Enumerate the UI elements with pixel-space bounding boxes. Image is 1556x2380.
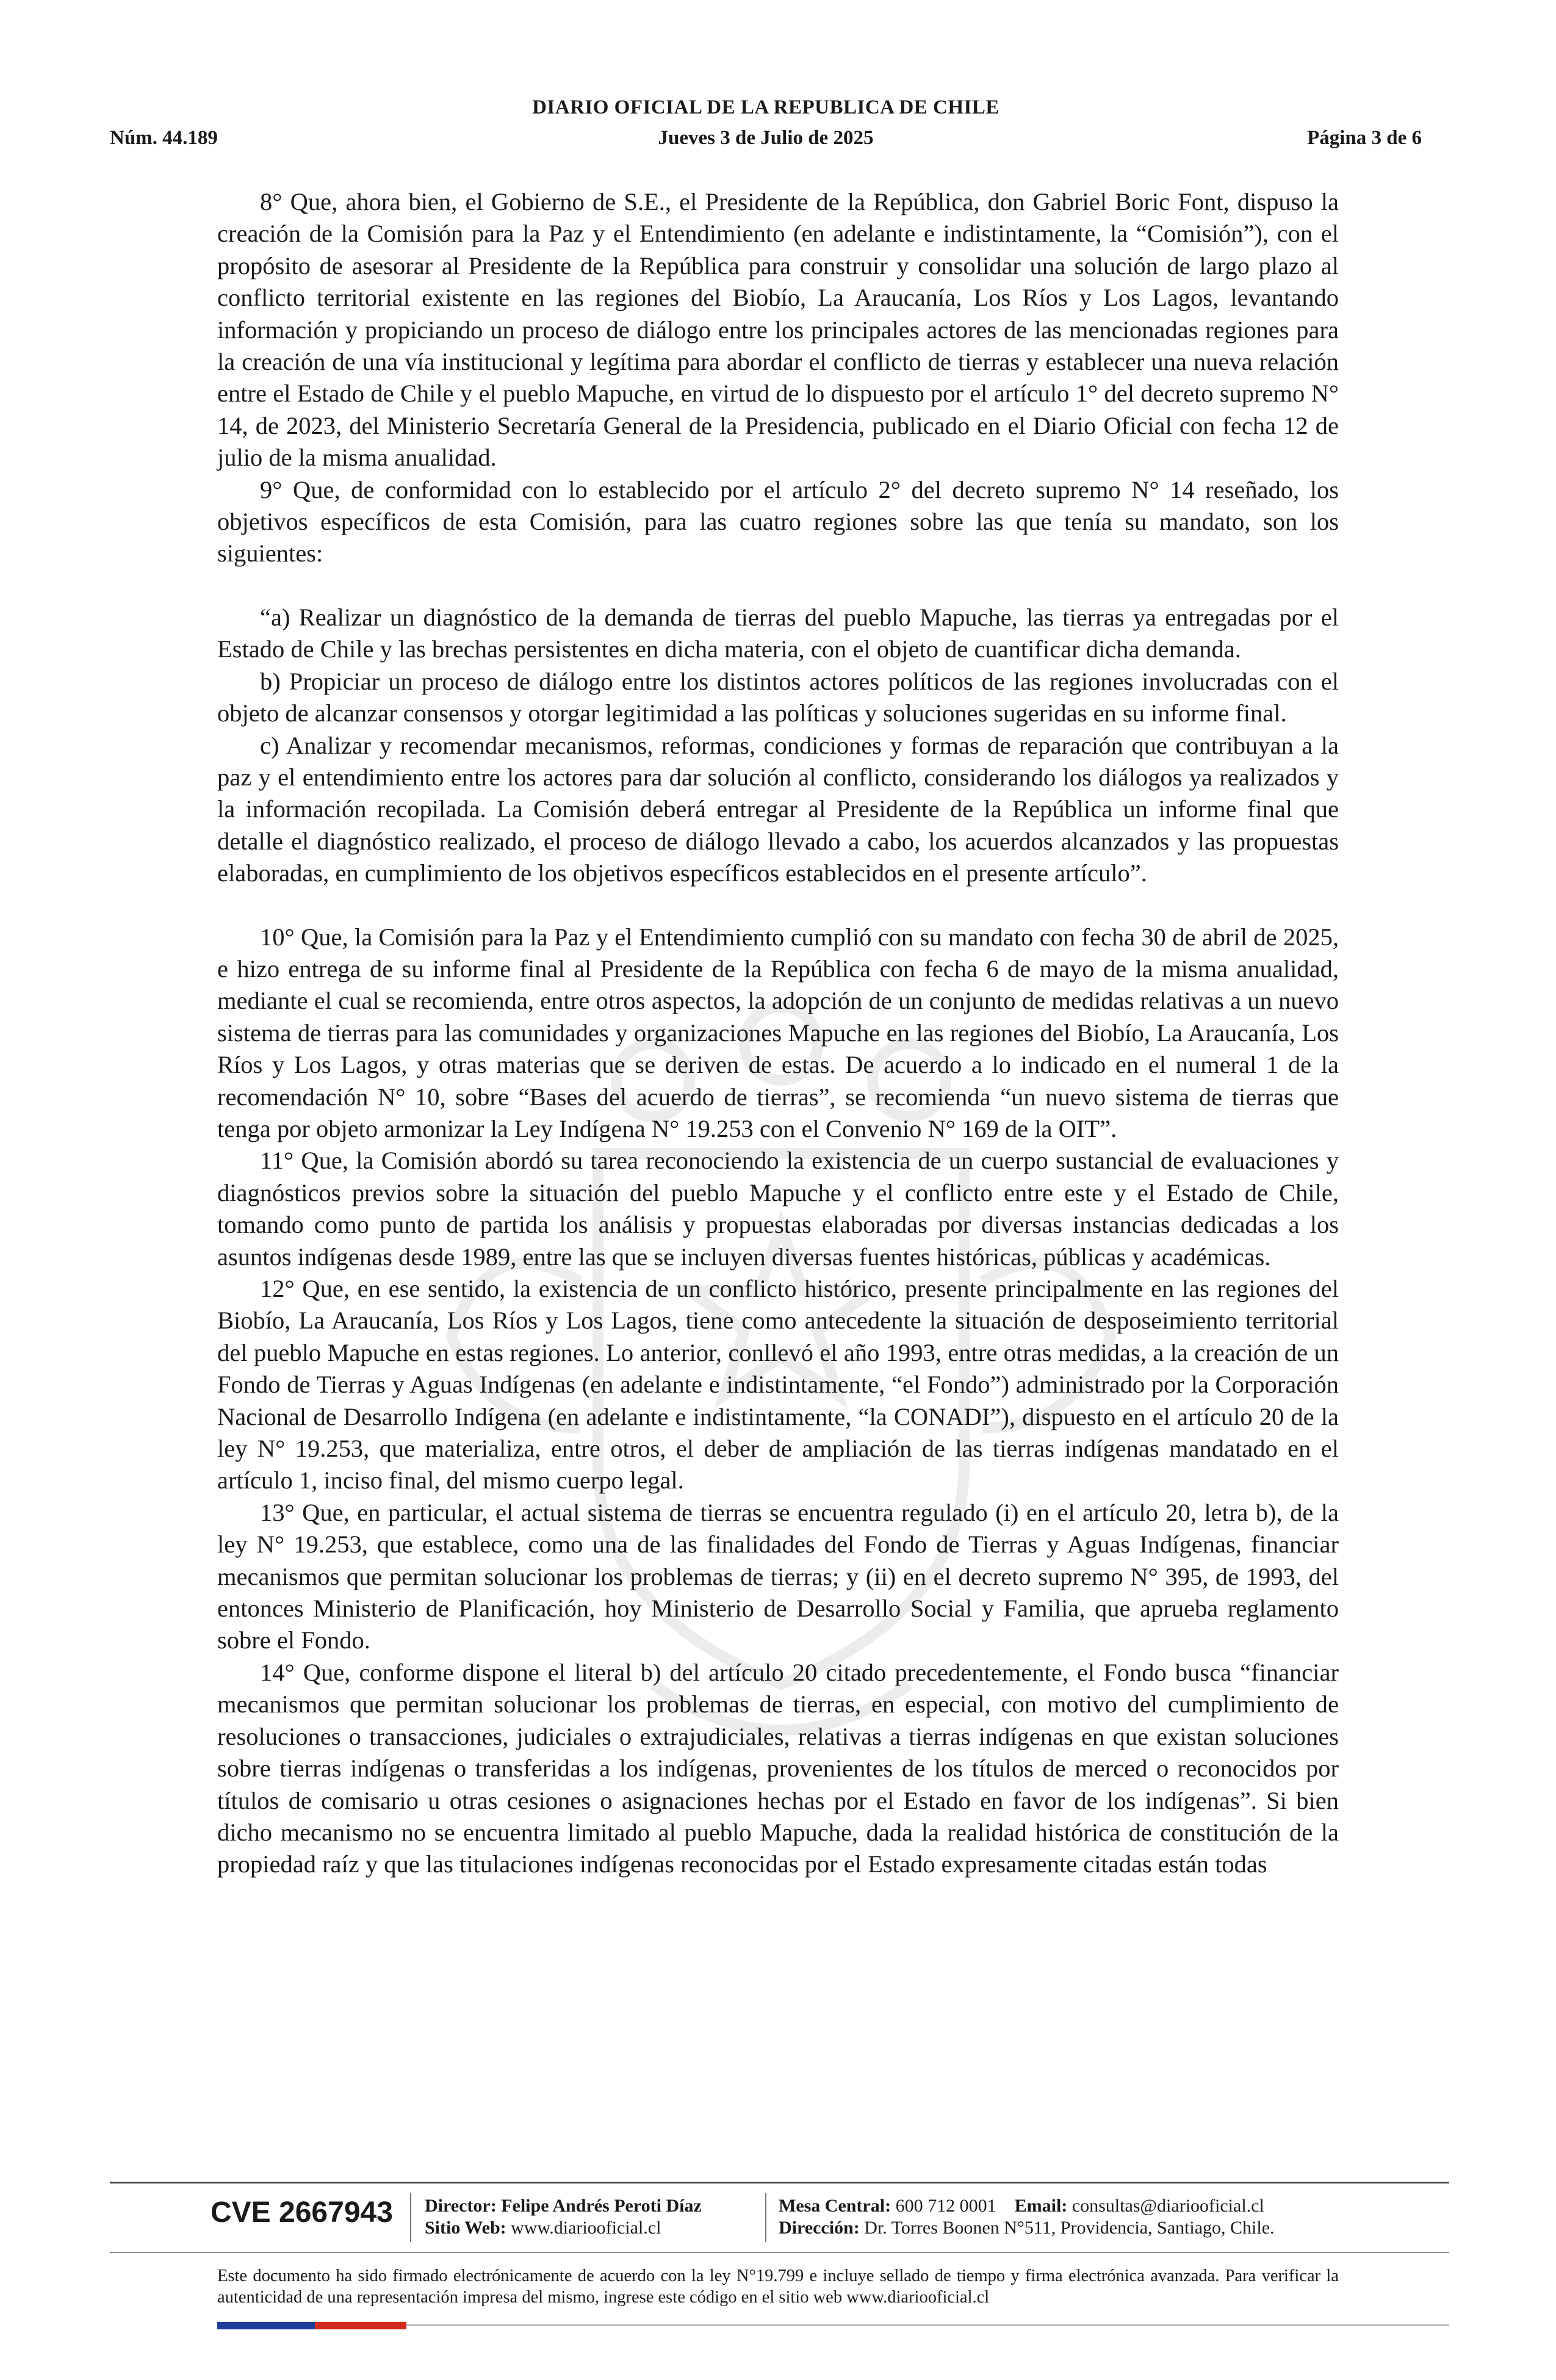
website-label: Sitio Web: — [425, 2218, 506, 2238]
newspaper-title: DIARIO OFICIAL DE LA REPUBLICA DE CHILE — [532, 96, 1000, 118]
footer-director-block — [425, 2195, 702, 2239]
electronic-signature-disclaimer: Este documento ha sido firmado electrónicamente de acuerdo con la ley N°19.799 e incluye sellado de tiempo y firma electrónica avanzada. Para verificar la autenticidad de una representación impresa del mismo, ingrese este código en el sitio web www.diariooficial.cl — [217, 2266, 1339, 2307]
paragraph-10: 10° Que, la Comisión para la Paz y el Entendimiento cumplió con su mandato con fecha 30 de abril de 2025, e hizo entrega de su informe final al Presidente de la República con fecha 6 de mayo de la misma anualidad, mediante el cual se recomienda, entre otros aspectos, la adopción de un conjunto de medidas relativas a un nuevo sistema de tierras para las comunidades y organizaciones Mapuche en las regiones del Biobío, La Araucanía, Los Ríos y Los Lagos, y otras materias que se deriven de estas. De acuerdo a lo indicado en el numeral 1 de la recomendación N° 10, sobre “Bases del acuerdo de tierras”, se recomienda “un nuevo sistema de tierras que tenga por objeto armonizar la Ley Indígena N° 19.253 con el Convenio N° 169 de la OIT”. — [217, 923, 1339, 1142]
page-header — [110, 92, 1422, 159]
cve-code: CVE 2667943 — [211, 2196, 393, 2229]
footer-separator — [765, 2193, 766, 2242]
quoted-item-b: b) Propiciar un proceso de diálogo entre los distintos actores políticos de las regiones involucradas con el objeto de alcanzar consensos y otorgar legitimidad a las políticas y soluciones sugeridas en su informe final. — [217, 667, 1339, 727]
footer-contact-block — [779, 2195, 1275, 2239]
phone-number: 600 712 0001 — [895, 2196, 996, 2216]
issue-number: Núm. 44.189 — [110, 127, 218, 149]
director-name: Felipe Andrés Peroti Díaz — [501, 2196, 702, 2216]
flag-stripe-red — [315, 2322, 406, 2329]
phone-label: Mesa Central: — [779, 2196, 891, 2216]
email-label: Email: — [1014, 2196, 1068, 2216]
director-label: Director: — [425, 2196, 497, 2216]
email-link[interactable]: consultas@diariooficial.cl — [1072, 2196, 1264, 2216]
address-label: Dirección: — [779, 2218, 860, 2238]
page-number: Página 3 de 6 — [1307, 127, 1422, 149]
footer-divider — [110, 2182, 1449, 2183]
document-body — [217, 186, 1339, 1881]
paragraph-9: 9° Que, de conformidad con lo establecido por el artículo 2° del decreto supremo N° 14 reseñado, los objetivos específicos de esta Comisión, para las cuatro regiones sobre las que tenía su mandato, son los siguientes: — [217, 475, 1339, 568]
quoted-item-c: c) Analizar y recomendar mecanismos, reformas, condiciones y formas de reparación que contribuyan a la paz y el entendimiento entre los actores para dar solución al conflicto, considerando los diálogos ya realizados y la información recopilada. La Comisión deberá entregar al Presidente de la República un informe final que detalle el diagnóstico realizado, el proceso de diálogo llevado a cabo, los acuerdos alcanzados y las propuestas elaboradas, en cumplimiento de los objetivos específicos establecidos en el presente artículo”. — [217, 731, 1339, 887]
paragraph-11: 11° Que, la Comisión abordó su tarea reconociendo la existencia de un cuerpo sustancial de evaluaciones y diagnósticos previos sobre la situación del pueblo Mapuche y el conflicto entre este y el Estado de Chile, tomando como punto de partida los análisis y propuestas elaboradas por diversas instancias dedicadas a los asuntos indígenas desde 1989, entre las que se incluyen diversas fuentes históricas, públicas y académicas. — [217, 1147, 1339, 1271]
bottom-divider — [406, 2324, 1449, 2326]
footer-separator — [410, 2193, 411, 2242]
paragraph-14: 14° Que, conforme dispone el literal b) del artículo 20 citado precedentemente, el Fondo busca “financiar mecanismos que permitan solucionar los problemas de tierras, en especial, con motivo del cumplimiento de resoluciones o transacciones, judiciales o extrajudiciales, relativas a tierras indígenas en que existan soluciones sobre tierras indígenas o transferidas a los indígenas, provenientes de los títulos de merced o reconocidos por títulos de comisario u otras cesiones o asignaciones hechas por el Estado en favor de los indígenas”. Si bien dicho mecanismo no se encuentra limitado al pueblo Mapuche, dada la realidad histórica de constitución de la propiedad raíz y que las titulaciones indígenas reconocidas por el Estado expresamente citadas están todas — [217, 1658, 1339, 1878]
paragraph-12: 12° Que, en ese sentido, la existencia de un conflicto histórico, presente principalmente en las regiones del Biobío, La Araucanía, Los Ríos y Los Lagos, tiene como antecedente la situación de desposeimiento territorial del pueblo Mapuche en estas regiones. Lo anterior, conllevó el año 1993, entre otras medidas, a la creación de un Fondo de Tierras y Aguas Indígenas (en adelante e indistintamente, “el Fondo”) administrado por la Corporación Nacional de Desarrollo Indígena (en adelante e indistintamente, “la CONADI”), dispuesto en el artículo 20 de la ley N° 19.253, que materializa, entre otros, el deber de ampliación de las tierras indígenas mandatado en el artículo 1, inciso final, del mismo cuerpo legal. — [217, 1275, 1339, 1495]
paragraph-13: 13° Que, en particular, el actual sistema de tierras se encuentra regulado (i) en el artículo 20, letra b), de la ley N° 19.253, que establece, como una de las finalidades del Fondo de Tierras y Aguas Indígenas, financiar mecanismos que permitan solucionar los problemas de tierras; y (ii) en el decreto supremo N° 395, de 1993, del entonces Ministerio de Planificación, hoy Ministerio de Desarrollo Social y Familia, que aprueba reglamento sobre el Fondo. — [217, 1498, 1339, 1654]
paragraph-8: 8° Que, ahora bien, el Gobierno de S.E., el Presidente de la República, don Gabriel Boric Font, dispuso la creación de la Comisión para la Paz y el Entendimiento (en adelante e indistintamente, la “Comisión”), con el propósito de asesorar al Presidente de la República para construir y consolidar una solución de largo plazo al conflicto territorial existente en las regiones del Biobío, La Araucanía, Los Ríos y Los Lagos, levantando información y propiciando un proceso de diálogo entre los principales actores de las mencionadas regiones para la creación de una vía institucional y legítima para abordar el conflicto de tierras y establecer una nueva relación entre el Estado de Chile y el pueblo Mapuche, en virtud de lo dispuesto por el artículo 1° del decreto supremo N° 14, de 2023, del Ministerio Secretaría General de la Presidencia, publicado en el Diario Oficial con fecha 12 de julio de la misma anualidad. — [217, 188, 1339, 472]
flag-stripe-blue — [217, 2322, 315, 2329]
footer-divider — [110, 2252, 1449, 2253]
website-link[interactable]: www.diariooficial.cl — [511, 2218, 661, 2238]
issue-date: Jueves 3 de Julio de 2025 — [658, 127, 874, 149]
address-text: Dr. Torres Boonen N°511, Providencia, Santiago, Chile. — [864, 2218, 1275, 2238]
quoted-item-a: “a) Realizar un diagnóstico de la demanda de tierras del pueblo Mapuche, las tierras ya entregadas por el Estado de Chile y las brechas persistentes en dicha materia, con el objeto de cuantificar dicha demanda. — [217, 603, 1339, 663]
